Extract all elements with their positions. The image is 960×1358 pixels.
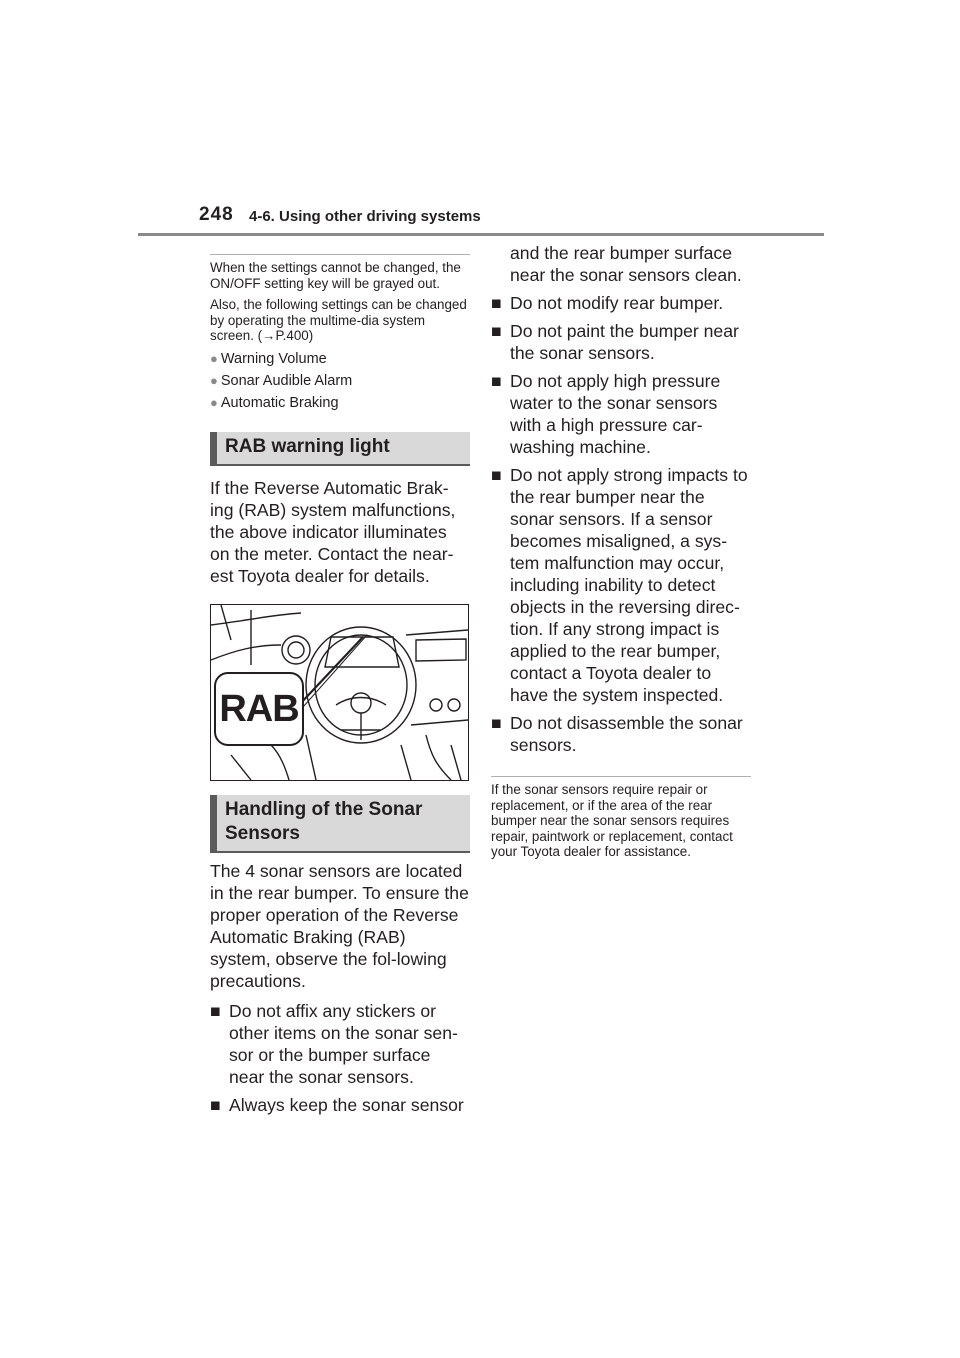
left-column <box>210 254 470 1122</box>
rab-warning-heading: RAB warning light <box>210 432 470 466</box>
note-divider <box>210 254 470 255</box>
precaution-bullet: ■ Always keep the sonar sensor <box>210 1094 464 1115</box>
rab-warning-text: If the Reverse Automatic Brak-ing (RAB) system malfunctions, the above indicator illuminates on the meter. Contact the near-est Toyota dealer for details. <box>210 477 456 586</box>
note-text: Also, the following settings can be changed by operating the multime-dia system screen. (→P.400) <box>210 297 467 343</box>
bullet-icon: ■ <box>491 713 502 733</box>
precaution-bullet: ■ Do not paint the bumper near the sonar sensors. <box>491 321 739 363</box>
precaution-bullet: ■ Do not apply high pressure water to the sonar sensors with a high pressure car-washing machine. <box>491 371 721 457</box>
bullet-dot-icon: ● <box>210 350 218 366</box>
dashboard-illustration <box>210 604 469 781</box>
note-list-item: ● Warning Volume <box>210 350 327 367</box>
bullet-icon: ■ <box>210 1094 221 1115</box>
bullet-dot-icon: ● <box>210 372 218 388</box>
bullet-icon: ■ <box>491 321 502 341</box>
precaution-bullet: ■ Do not disassemble the sonar sensors. <box>491 713 743 755</box>
bullet-icon: ■ <box>491 371 502 391</box>
precaution-bullet: ■ Do not apply strong impacts to the rear bumper near the sonar sensors. If a sensor becomes misaligned, a sys-tem malfunction may occur, including inability to detect objects in the reversing direc-tion. If any strong impact is applied to the rear bumper, contact a Toyota dealer to have the system inspected. <box>491 465 748 705</box>
note-text: When the settings cannot be changed, the ON/OFF setting key will be grayed out. <box>210 260 461 291</box>
precaution-bullet: ■ Do not modify rear bumper. <box>491 293 724 313</box>
section-title: 4-6. Using other driving systems <box>249 208 481 225</box>
rab-indicator-label: RAB <box>214 672 304 746</box>
sonar-handling-heading: Handling of the Sonar Sensors <box>210 795 470 853</box>
precaution-bullet: ■ Do not affix any stickers or other items on the sonar sen-sor or the bumper surface near the sonar sensors. <box>210 1000 458 1087</box>
header-rule <box>138 233 824 236</box>
bullet-continuation: and the rear bumper surface near the sonar sensors clean. <box>510 243 742 285</box>
bullet-icon: ■ <box>491 465 502 485</box>
note-list-item: ● Sonar Audible Alarm <box>210 372 353 389</box>
footnote-divider <box>491 776 751 777</box>
page-number: 248 <box>199 204 234 225</box>
sonar-intro-text: The 4 sonar sensors are located in the rear bumper. To ensure the proper operation of the Reverse Automatic Braking (RAB) system, observe the fol-lowing precautions. <box>210 860 469 991</box>
bullet-dot-icon: ● <box>210 394 218 410</box>
bullet-icon: ■ <box>210 1000 221 1021</box>
right-column <box>491 242 751 860</box>
bullet-icon: ■ <box>491 293 502 313</box>
footnote-text: If the sonar sensors require repair or replacement, or if the area of the rear bumper near the sonar sensors requires repair, paintwork or replacement, contact your Toyota dealer for assistance. <box>491 782 733 859</box>
note-list-item: ● Automatic Braking <box>210 394 339 411</box>
